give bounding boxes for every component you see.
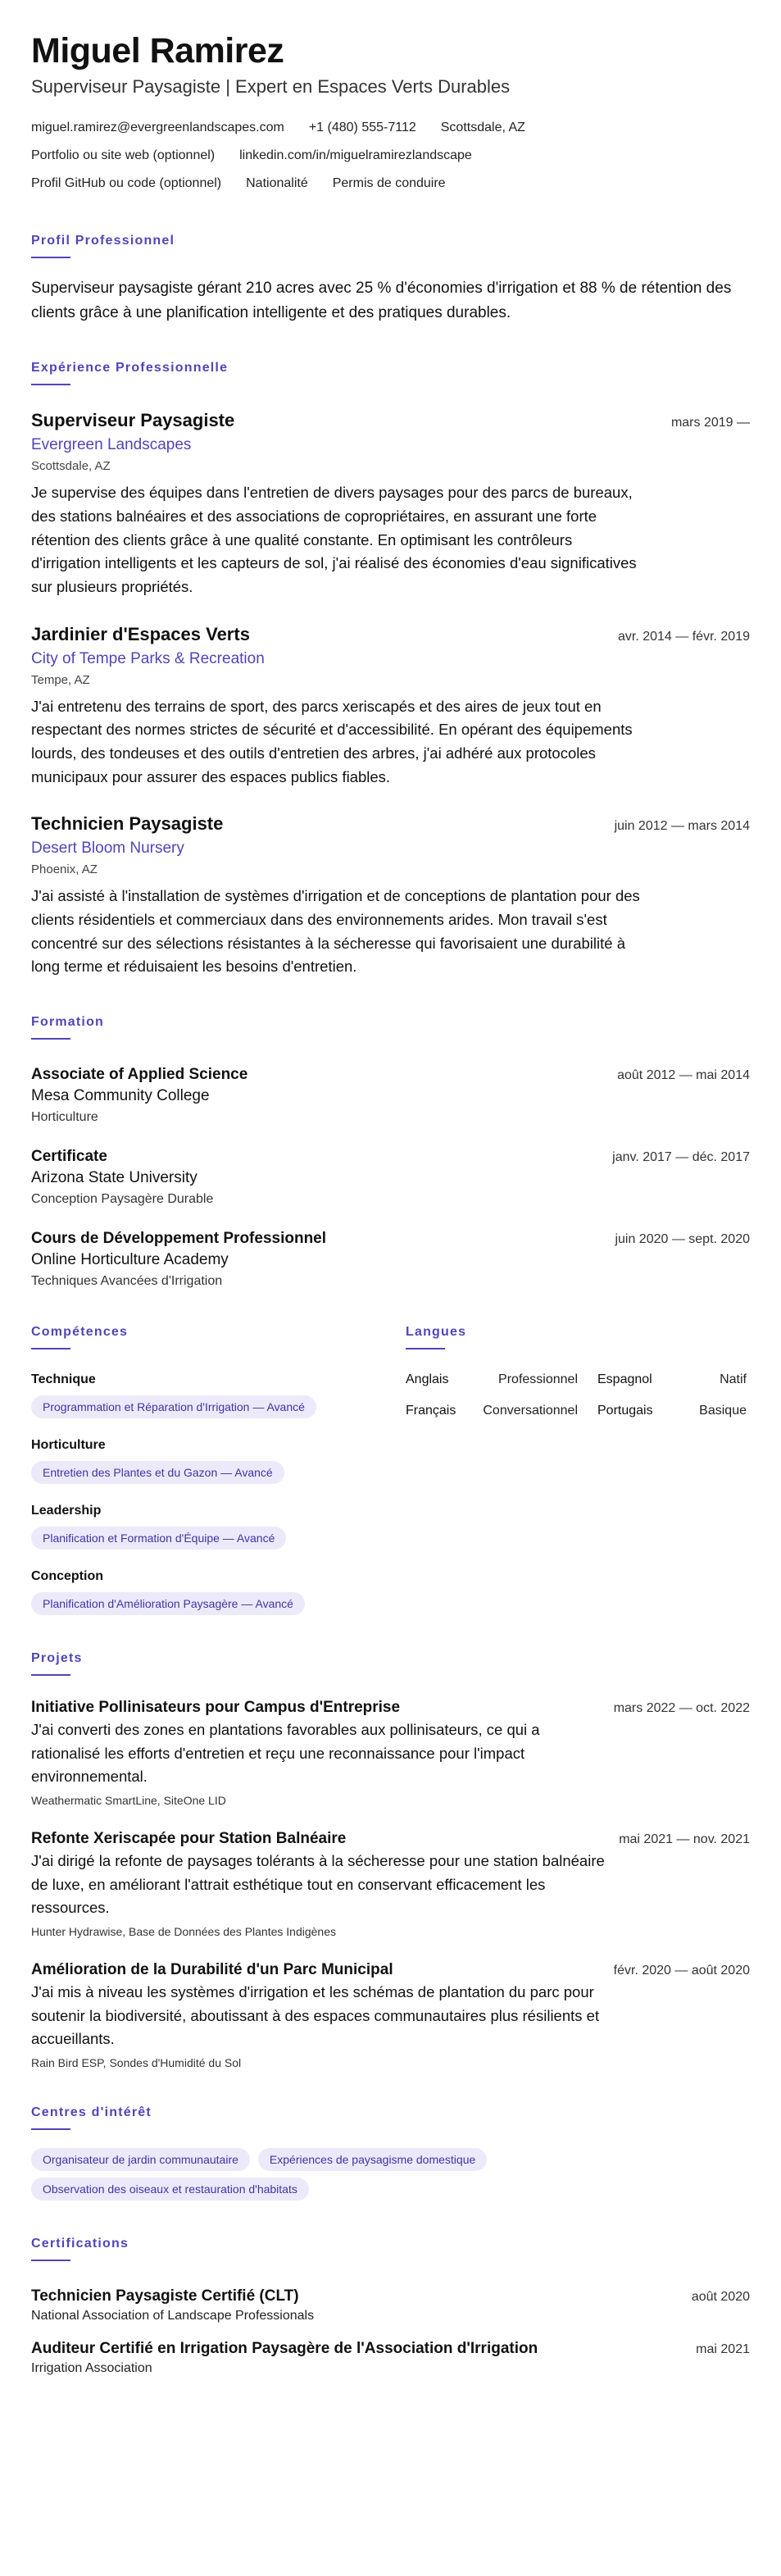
certification-item — [31, 2340, 750, 2376]
contact-phone[interactable]: +1 (480) 555-7112 — [308, 121, 416, 135]
contact-linkedin[interactable]: linkedin.com/in/miguelramirezlandscape — [239, 148, 472, 163]
contact-row — [31, 142, 750, 170]
skill-category: Technique — [31, 1372, 96, 1387]
contact-row — [31, 170, 750, 198]
project-tools: Weathermatic SmartLine, SiteOne LID — [31, 1794, 226, 1808]
project-description: J'ai mis à niveau les systèmes d'irrigation et les schémas de plantation du parc pour soutenir la biodiversité, aboutissant à des espaces communautaires plus résilients et accueillants. — [31, 1983, 600, 2048]
candidate-headline: Superviseur Paysagiste | Expert en Espaces Verts Durables — [31, 76, 511, 98]
education-degree: Associate of Applied Science — [31, 1066, 248, 1084]
project-dates: mars 2022 — oct. 2022 — [613, 1701, 750, 1716]
language-level: Professionnel — [498, 1372, 578, 1387]
contact-location: Scottsdale, AZ — [440, 121, 525, 135]
education-school: Online Horticulture Academy — [31, 1251, 229, 1269]
skill-pill: Planification et Formation d'Équipe — Avancé — [31, 1527, 286, 1550]
contact-row — [31, 114, 750, 142]
contact-email[interactable]: miguel.ramirez@evergreenlandscapes.com — [31, 121, 284, 135]
contact-block — [31, 114, 750, 198]
job-title: Technicien Paysagiste — [31, 813, 224, 835]
job-company: Desert Bloom Nursery — [31, 840, 184, 858]
job-company: Evergreen Landscapes — [31, 436, 192, 454]
project-item — [31, 1961, 750, 2069]
contact-github[interactable]: Profil GitHub ou code (optionnel) — [31, 176, 222, 191]
education-degree: Certificate — [31, 1148, 107, 1166]
contact-nationality: Nationalité — [246, 176, 308, 191]
resume-header — [31, 31, 750, 198]
contact-portfolio[interactable]: Portfolio ou site web (optionnel) — [31, 148, 216, 163]
section-title: Projets — [31, 1651, 750, 1676]
certification-name: Technicien Paysagiste Certifié (CLT) — [31, 2287, 299, 2305]
job-description: J'ai assisté à l'installation de systèmes d'irrigation et de conceptions de plantation pour des clients résidentiels et commerciaux dans des environnements arides. Mon travail s'est concentré sur des sélections résistantes à la sécheresse qui favorisaient une durabilité à long terme et réduisaient les besoins d'entretien. — [31, 887, 640, 976]
education-item — [31, 1230, 750, 1289]
education-school: Arizona State University — [31, 1169, 198, 1187]
experience-item — [31, 813, 750, 979]
skill-pill: Programmation et Réparation d'Irrigation — Avancé — [31, 1395, 316, 1418]
contact-driving-license: Permis de conduire — [332, 176, 446, 191]
language-level: Conversationnel — [483, 1404, 578, 1418]
education-item — [31, 1066, 750, 1125]
job-dates: mars 2019 — — [670, 416, 750, 430]
experience-section — [31, 361, 750, 979]
experience-item — [31, 624, 750, 790]
interests-list — [31, 2148, 605, 2201]
experience-item — [31, 410, 750, 598]
education-dates: juin 2020 — sept. 2020 — [615, 1232, 750, 1247]
education-section — [31, 1015, 750, 1289]
certifications-section — [31, 2237, 750, 2376]
job-title: Superviseur Paysagiste — [31, 410, 235, 431]
certification-date: août 2020 — [691, 2290, 750, 2305]
interests-section — [31, 2105, 750, 2201]
interest-pill: Expériences de paysagisme domestique — [258, 2148, 487, 2171]
job-description: J'ai entretenu des terrains de sport, des parcs xeriscapés et des aires de jeux tout en respectant des normes strictes de sécurité et d'accessibilité. En opérant des équipements lourds, des tondeuses et des outils d'entretien des arbres, j'ai adhéré aux protocoles municipaux pour assurer des espaces publics fiables. — [31, 697, 633, 785]
language-name: Français — [406, 1404, 456, 1418]
project-item — [31, 1699, 750, 1807]
education-item — [31, 1148, 750, 1207]
education-field: Conception Paysagère Durable — [31, 1192, 214, 1207]
project-tools: Rain Bird ESP, Sondes d'Humidité du Sol — [31, 2056, 242, 2070]
project-item — [31, 1830, 750, 1938]
summary-section — [31, 234, 750, 325]
skills-languages-row — [31, 1325, 750, 1615]
project-description: J'ai converti des zones en plantations favorables aux pollinisateurs, ce qui a rationalisé les efforts d'entretien et reçu une reconnaissance pour l'impact environnemental. — [31, 1721, 540, 1786]
language-name: Espagnol — [597, 1372, 652, 1387]
candidate-name: Miguel Ramirez — [31, 31, 284, 71]
section-title: Compétences — [31, 1325, 406, 1349]
certification-name: Auditeur Certifié en Irrigation Paysagère de l'Association d'Irrigation — [31, 2340, 538, 2358]
language-level: Natif — [720, 1372, 747, 1387]
project-tools: Hunter Hydrawise, Base de Données des Plantes Indigènes — [31, 1925, 336, 1939]
languages-section — [406, 1325, 750, 1615]
education-field: Techniques Avancées d'Irrigation — [31, 1274, 223, 1289]
summary-text: Superviseur paysagiste gérant 210 acres avec 25 % d'économies d'irrigation et 88 % de rétention des clients grâce à une planification intelligente et des pratiques durables. — [31, 280, 732, 321]
section-title: Langues — [406, 1325, 750, 1349]
skills-section — [31, 1325, 406, 1615]
job-company: City of Tempe Parks & Recreation — [31, 649, 265, 667]
section-title: Centres d'intérêt — [31, 2105, 750, 2130]
languages-grid — [406, 1372, 750, 1418]
certification-date: mai 2021 — [696, 2342, 750, 2357]
skill-category: Conception — [31, 1569, 103, 1584]
certification-item — [31, 2287, 750, 2323]
project-dates: févr. 2020 — août 2020 — [613, 1964, 750, 1978]
project-dates: mai 2021 — nov. 2021 — [619, 1832, 750, 1847]
certification-issuer: Irrigation Association — [31, 2361, 152, 2376]
skill-pill: Entretien des Plantes et du Gazon — Avancé — [31, 1461, 284, 1484]
education-school: Mesa Community College — [31, 1087, 210, 1105]
section-title: Certifications — [31, 2237, 750, 2261]
education-dates: août 2012 — mai 2014 — [617, 1068, 750, 1083]
language-name: Anglais — [406, 1372, 449, 1387]
interest-pill: Observation des oiseaux et restauration d'habitats — [31, 2178, 309, 2201]
project-description: J'ai dirigé la refonte de paysages tolérants à la sécheresse pour une station balnéaire de luxe, en améliorant l'attrait esthétique tout en conservant efficacement les ressources. — [31, 1852, 605, 1917]
job-dates: avr. 2014 — févr. 2019 — [618, 629, 750, 644]
job-location: Scottsdale, AZ — [31, 459, 111, 474]
education-field: Horticulture — [31, 1110, 98, 1125]
skill-category: Leadership — [31, 1504, 102, 1518]
certification-issuer: National Association of Landscape Professionals — [31, 2309, 315, 2323]
section-title: Profil Professionnel — [31, 234, 750, 258]
job-location: Phoenix, AZ — [31, 862, 98, 877]
education-dates: janv. 2017 — déc. 2017 — [612, 1150, 750, 1165]
section-title: Formation — [31, 1015, 750, 1040]
job-location: Tempe, AZ — [31, 672, 90, 687]
skill-pill: Planification d'Amélioration Paysagère — Avancé — [31, 1592, 305, 1615]
job-title: Jardinier d'Espaces Verts — [31, 623, 250, 644]
section-title: Expérience Professionnelle — [31, 361, 750, 385]
job-dates: juin 2012 — mars 2014 — [614, 819, 750, 834]
project-title: Amélioration de la Durabilité d'un Parc Municipal — [31, 1961, 393, 1979]
interest-pill: Organisateur de jardin communautaire — [31, 2148, 250, 2171]
project-title: Initiative Pollinisateurs pour Campus d'Entreprise — [31, 1699, 401, 1717]
education-degree: Cours de Développement Professionnel — [31, 1230, 327, 1248]
job-description: Je supervise des équipes dans l'entretien de divers paysages pour des parcs de bureaux, des stations balnéaires et des associations de copropriétaires, en assurant une forte rétention des clients grâce à une qualité constante. En optimisant les contrôleurs d'irrigation intelligents et les capteurs de sol, j'ai réalisé des économies d'eau significatives sur plusieurs propriétés. — [31, 484, 637, 595]
project-title: Refonte Xeriscapée pour Station Balnéaire — [31, 1830, 347, 1848]
skill-category: Horticulture — [31, 1438, 106, 1453]
language-name: Portugais — [597, 1404, 653, 1418]
projects-section — [31, 1651, 750, 2069]
language-level: Basique — [699, 1404, 747, 1418]
